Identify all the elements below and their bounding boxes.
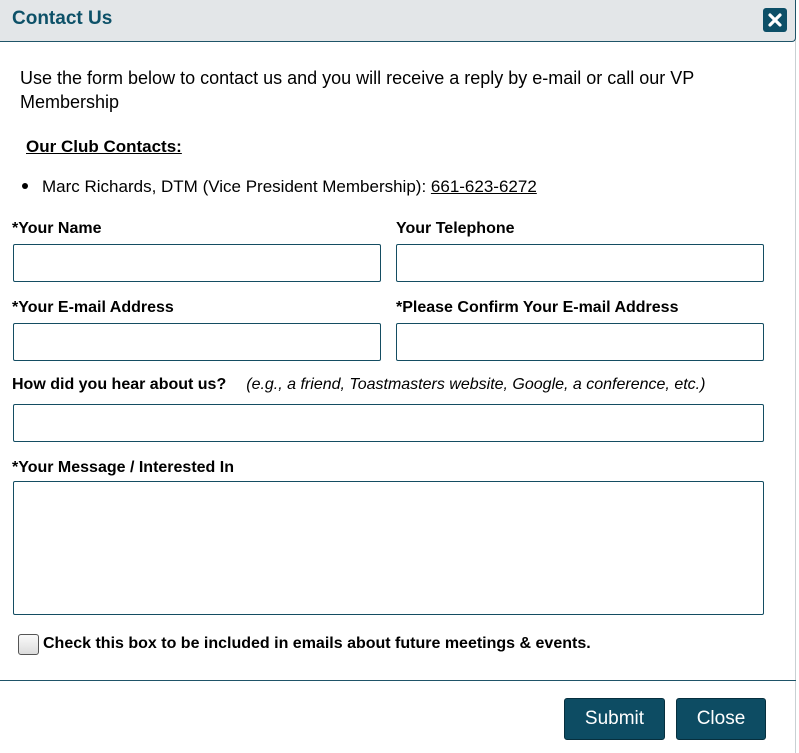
footer-divider — [0, 680, 796, 681]
message-textarea[interactable] — [13, 481, 764, 615]
name-label: *Your Name — [12, 220, 102, 237]
email-input[interactable] — [13, 323, 381, 361]
hear-about-label — [12, 376, 705, 394]
club-contacts-heading: Our Club Contacts: — [26, 137, 182, 156]
message-label: *Your Message / Interested In — [12, 459, 234, 476]
confirm-email-input[interactable] — [396, 323, 764, 361]
name-input[interactable] — [13, 244, 381, 282]
intro-text: Use the form below to contact us and you will receive a reply by e-mail or call our VP Membership — [20, 68, 694, 112]
optin-checkbox[interactable] — [18, 634, 39, 655]
close-button[interactable]: Close — [676, 698, 766, 740]
bullet-icon — [22, 183, 28, 189]
dialog-titlebar — [0, 0, 796, 42]
close-icon[interactable] — [763, 8, 787, 32]
contact-phone-link[interactable]: 661-623-6272 — [430, 177, 537, 196]
contact-name: Marc Richards, DTM (Vice President Membership): — [42, 177, 431, 196]
hear-about-hint: (e.g., a friend, Toastmasters website, Google, a conference, etc.) — [246, 376, 706, 393]
hear-about-input[interactable] — [13, 404, 764, 442]
telephone-label: Your Telephone — [396, 220, 515, 237]
optin-label: Check this box to be included in emails about future meetings & events. — [43, 635, 591, 652]
dialog-title: Contact Us — [12, 8, 113, 29]
contact-list-item — [22, 177, 537, 197]
confirm-email-label: *Please Confirm Your E-mail Address — [396, 299, 679, 316]
telephone-input[interactable] — [396, 244, 764, 282]
hear-about-label-text: How did you hear about us? — [12, 376, 227, 393]
email-label: *Your E-mail Address — [12, 299, 174, 316]
submit-button[interactable]: Submit — [564, 698, 665, 740]
